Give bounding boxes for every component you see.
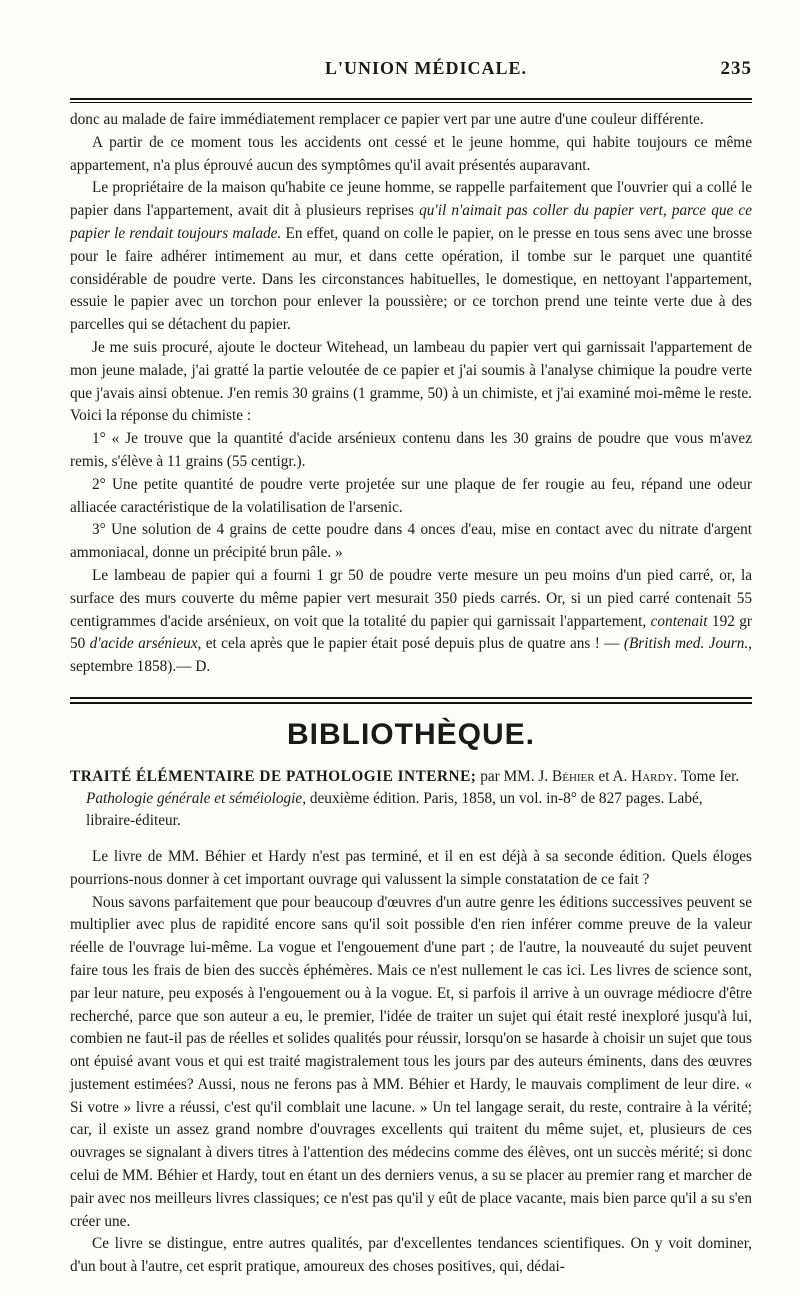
book-citation: TRAITÉ ÉLÉMENTAIRE DE PATHOLOGIE INTERNE; par MM. J. Béhier et A. Hardy. Tome Ier. Pathologie générale et séméiologie, deuxième édition. Paris, 1858, un vol. in-8° de 827 pages. Labé, libraire-éditeur. [70, 767, 740, 829]
paragraph: A partir de ce moment tous les accidents ont cessé et le jeune homme, qui habite toujours ce même appartement, n'a plus éprouvé aucun des symptômes qu'il avait présentés auparavant. [70, 133, 752, 174]
running-head [70, 58, 752, 88]
paragraph: 3° Une solution de 4 grains de cette poudre dans 4 onces d'eau, mise en contact avec du nitrate d'argent ammoniacal, donne un précipité brun pâle. » [70, 521, 752, 562]
author-name: Béhier [552, 767, 595, 785]
journal-title: L'UNION MÉDICALE. [324, 58, 528, 78]
section-title: BIBLIOTHÈQUE. [286, 717, 535, 751]
paragraph: Nous savons parfaitement que pour beaucoup d'œuvres d'un autre genre les éditions successives peuvent se multiplier avec plus de rapidité encore sans qu'il soit possible d'en rien inférer comme preuve de la valeur réelle de l'ouvrage lui-même. La vogue et l'engouement d'une part ; de l'autre, la nouveauté du sujet peuvent faire tous les frais de bien des succès éphémères. Mais ce n'est nullement le cas ici. Les livres de science sont, par leur nature, peu exposés à l'engouement ou à la vogue. Et, si parfois il arrive à un ouvrage médiocre d'être recherché, parce que son auteur a eu, le premier, l'idée de traiter un sujet qui était resté inexploré jusqu'à lui, combien ne faut-il pas de réelles et solides qualités pour réussir, lorsqu'on se hasarde à choisir un sujet que tous ont épuisé avant vous et qui est traité magistralement tous les jours par des auteurs éminents, dans des œuvres justement estimées? Aussi, nous ne ferons pas à MM. Béhier et Hardy, le mauvais compliment de leur dire. « Si votre » livre a réussi, c'est qu'il comblait une lacune. » Un tel langage serait, du reste, contraire à la vérité; car, il existe un assez grand nombre d'ouvrages excellents qui traitent du même sujet, et, plusieurs de ces ouvrages se signalant à divers titres à l'attention des médecins comme des élèves, ont un succès mérité; si donc celui de MM. Béhier et Hardy, tout en étant un des derniers venus, a su se placer au premier rang et marcher de pair avec nos meilleurs livres classiques; ce n'est pas qu'il y eût de place vacante, mais bien parce qu'il a su s'en créer une. [70, 893, 752, 1230]
page-number: 235 [720, 58, 752, 79]
book-title: TRAITÉ ÉLÉMENTAIRE DE PATHOLOGIE INTERNE; [70, 767, 477, 785]
paragraph: 1° « Je trouve que la quantité d'acide arsénieux contenu dans les 30 grains de poudre que vous m'avez remis, s'élève à 11 grains (55 centigr.). [70, 430, 752, 470]
paragraph: Le lambeau de papier qui a fourni 1 gr 50 de poudre verte mesure un peu moins d'un pied carré, or, la surface des murs couverte du même papier vert mesurait 350 pieds carrés. Or, si un pied carré contenait 55 centigrammes d'acide arsénieux, on voit que la totalité du papier qui garnissait l'appartement, contenait 192 gr 50 d'acide arsénieux, et cela après que le papier était posé depuis plus de quatre ans ! — (British med. Journ., septembre 1858).— D. [70, 566, 752, 676]
section-divider [70, 697, 752, 704]
paragraph: Je me suis procuré, ajoute le docteur Witehead, un lambeau du papier vert qui garnissait l'appartement de mon jeune malade, j'ai gratté la partie veloutée de ce papier et j'ai soumis à l'analyse chimique la poudre verte que j'avais ainsi obtenue. J'en remis 30 grains (1 gramme, 50) à un chimiste, et j'ai examiné moi-même le reste. Voici la réponse du chimiste : [70, 338, 752, 425]
paragraph: donc au malade de faire immédiatement remplacer ce papier vert par une autre d'une couleur différente. [70, 111, 704, 128]
book-subtitle: Pathologie générale et séméiologie, [86, 789, 307, 807]
article-continuation [70, 109, 752, 679]
review-text [70, 846, 752, 1279]
paragraph: Le propriétaire de la maison qu'habite ce jeune homme, se rappelle parfaitement que l'ouvrier qui a collé le papier dans l'appartement, avait dit à plusieurs reprises qu'il n'aimait pas coller du papier vert, parce que ce papier le rendait toujours malade. En effet, quand on colle le papier, on le presse en tous sens avec une brosse pour le faire adhérer intimement au mur, et dans cette opération, il tombe sur le parquet une quantité considérable de poudre verte. Dans les circonstances habituelles, le domestique, en nettoyant l'appartement, essuie le papier avec un torchon pour enlever la poussière; or ce torchon prend une teinte verte due à des parcelles qui se détachent du papier. [70, 179, 752, 334]
paragraph: Le livre de MM. Béhier et Hardy n'est pas terminé, et il en est déjà à sa seconde édition. Quels éloges pourrions-nous donner à cet important ouvrage qui valussent la simple constatation de ce fait ? [70, 847, 752, 888]
author-name: Hardy [631, 767, 674, 785]
header-rule [70, 98, 752, 103]
paragraph: Ce livre se distingue, entre autres qualités, par d'excellentes tendances scientifiques. On y voit dominer, d'un bout à l'autre, cet esprit pratique, amoureux des choses positives, qui, dédai- [70, 1235, 752, 1276]
paragraph: 2° Une petite quantité de poudre verte projetée sur une plaque de fer rougie au feu, répand une odeur alliacée caractéristique de la volatilisation de l'arsenic. [70, 475, 752, 516]
